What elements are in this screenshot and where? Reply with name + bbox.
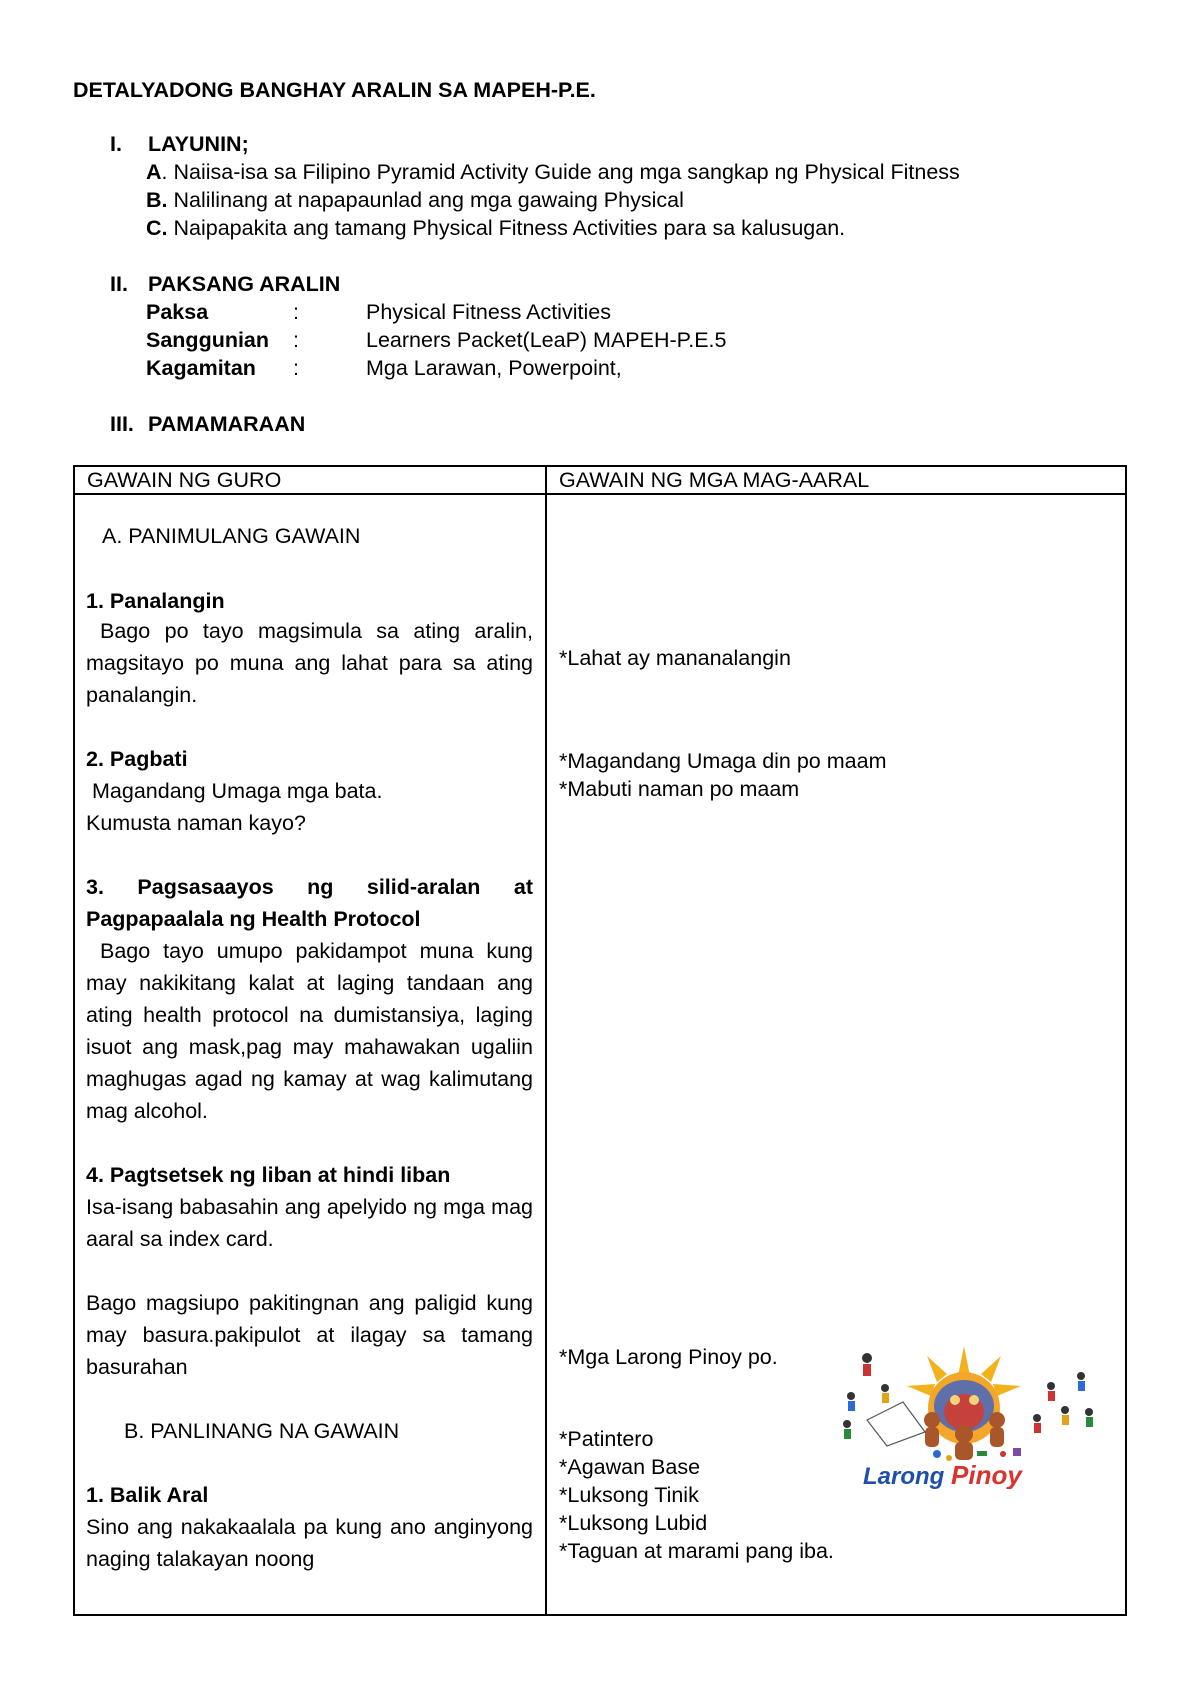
objective-text: Nalilinang at napapaunlad ang mga gawaing Physical — [173, 188, 684, 212]
teacher-content — [75, 495, 545, 1641]
student-prayer-response: *Lahat ay mananalangin — [559, 646, 791, 670]
logo-word-pinoy: Pinoy — [951, 1460, 1022, 1489]
student-greeting-response: *Magandang Umaga din po maam — [559, 749, 887, 773]
review-title: 1. Balik Aral — [86, 1483, 209, 1507]
classroom-text: Bago tayo umupo pakidampot muna kung may nakikitang kalat at laging tandaan ang ating health protocol na dumistansiya, laging isuot ang mask,pag may mahawakan ugaliin maghugas agad ng kamay at wag kalimutang mag alcohol. — [86, 939, 533, 1123]
objective-item — [146, 214, 845, 242]
attendance-text: Isa-isang babasahin ang apelyido ng mga mag aaral sa index card. — [86, 1195, 533, 1251]
section-subject-heading — [110, 270, 340, 298]
objective-text: Naiisa-isa sa Filipino Pyramid Activity Guide ang mga sangkap ng Physical Fitness — [173, 160, 960, 184]
subject-label: Paksa — [146, 300, 209, 324]
objective-separator: . — [161, 160, 174, 184]
game-list-item: *Luksong Lubid — [559, 1511, 708, 1535]
student-wellbeing-response: *Mabuti naman po maam — [559, 777, 800, 801]
reference-colon: : — [293, 328, 299, 352]
reference-label: Sanggunian — [146, 328, 270, 352]
materials-colon: : — [293, 356, 299, 380]
part-b-heading: B. PANLINANG NA GAWAIN — [124, 1419, 400, 1443]
student-games-response: *Mga Larong Pinoy po. — [559, 1345, 778, 1369]
objective-item — [146, 158, 960, 186]
section-heading: PAMAMARAAN — [148, 412, 306, 436]
header-teacher-activity: GAWAIN NG GURO — [74, 466, 546, 494]
larong-pinoy-illustration — [827, 1336, 1102, 1489]
table-header-row — [74, 466, 1126, 494]
header-student-activity: GAWAIN NG MGA MAG-AARAL — [546, 466, 1126, 494]
section-procedure-heading — [110, 410, 305, 438]
prayer-text: Bago po tayo magsimula sa ating aralin, magsitayo po muna ang lahat para sa ating panalangin. — [86, 619, 533, 707]
greeting-title: 2. Pagbati — [86, 747, 188, 771]
game-list-item: *Luksong Tinik — [559, 1483, 699, 1507]
objective-letter: A — [146, 160, 162, 184]
materials-row — [146, 354, 622, 382]
objective-item — [146, 186, 684, 214]
section-number: I. — [110, 132, 122, 156]
subject-value: Physical Fitness Activities — [366, 300, 611, 324]
materials-value: Mga Larawan, Powerpoint, — [366, 356, 622, 380]
subject-row — [146, 298, 611, 326]
part-a-heading: A. PANIMULANG GAWAIN — [102, 524, 361, 548]
section-number: III. — [110, 412, 134, 436]
attendance-title: 4. Pagtsetsek ng liban at hindi liban — [86, 1163, 451, 1187]
review-text: Sino ang nakakaalala pa kung ano anginyong naging talakayan noong — [86, 1515, 533, 1571]
teacher-column — [74, 494, 546, 1615]
section-number: II. — [110, 272, 128, 296]
section-heading: LAYUNIN; — [148, 132, 249, 156]
reference-value: Learners Packet(LeaP) MAPEH-P.E.5 — [366, 328, 727, 352]
objective-letter: B. — [146, 188, 168, 212]
reference-row — [146, 326, 727, 354]
document-title: DETALYADONG BANGHAY ARALIN SA MAPEH-P.E. — [73, 78, 596, 102]
objective-text: Naipapakita ang tamang Physical Fitness Activities para sa kalusugan. — [173, 216, 846, 240]
greeting-line-1: Magandang Umaga mga bata. — [92, 779, 383, 803]
larong-pinoy-logo — [827, 1336, 1102, 1489]
game-list-item: *Agawan Base — [559, 1455, 701, 1479]
section-objectives-heading — [110, 130, 249, 158]
game-list-item: *Taguan at marami pang iba. — [559, 1539, 834, 1563]
section-heading: PAKSANG ARALIN — [148, 272, 341, 296]
materials-label: Kagamitan — [146, 356, 256, 380]
prayer-title: 1. Panalangin — [86, 589, 225, 613]
logo-word-larong: Larong — [863, 1463, 945, 1489]
game-list-item: *Patintero — [559, 1427, 654, 1451]
cleanup-text: Bago magsiupo pakitingnan ang paligid kung may basura.pakipulot at ilagay sa tamang basurahan — [86, 1291, 533, 1379]
objective-letter: C. — [146, 216, 168, 240]
greeting-line-2: Kumusta naman kayo? — [86, 811, 306, 835]
classroom-title: 3. Pagsasaayos ng silid-aralan at Pagpapaalala ng Health Protocol — [86, 875, 533, 931]
subject-colon: : — [293, 300, 299, 324]
